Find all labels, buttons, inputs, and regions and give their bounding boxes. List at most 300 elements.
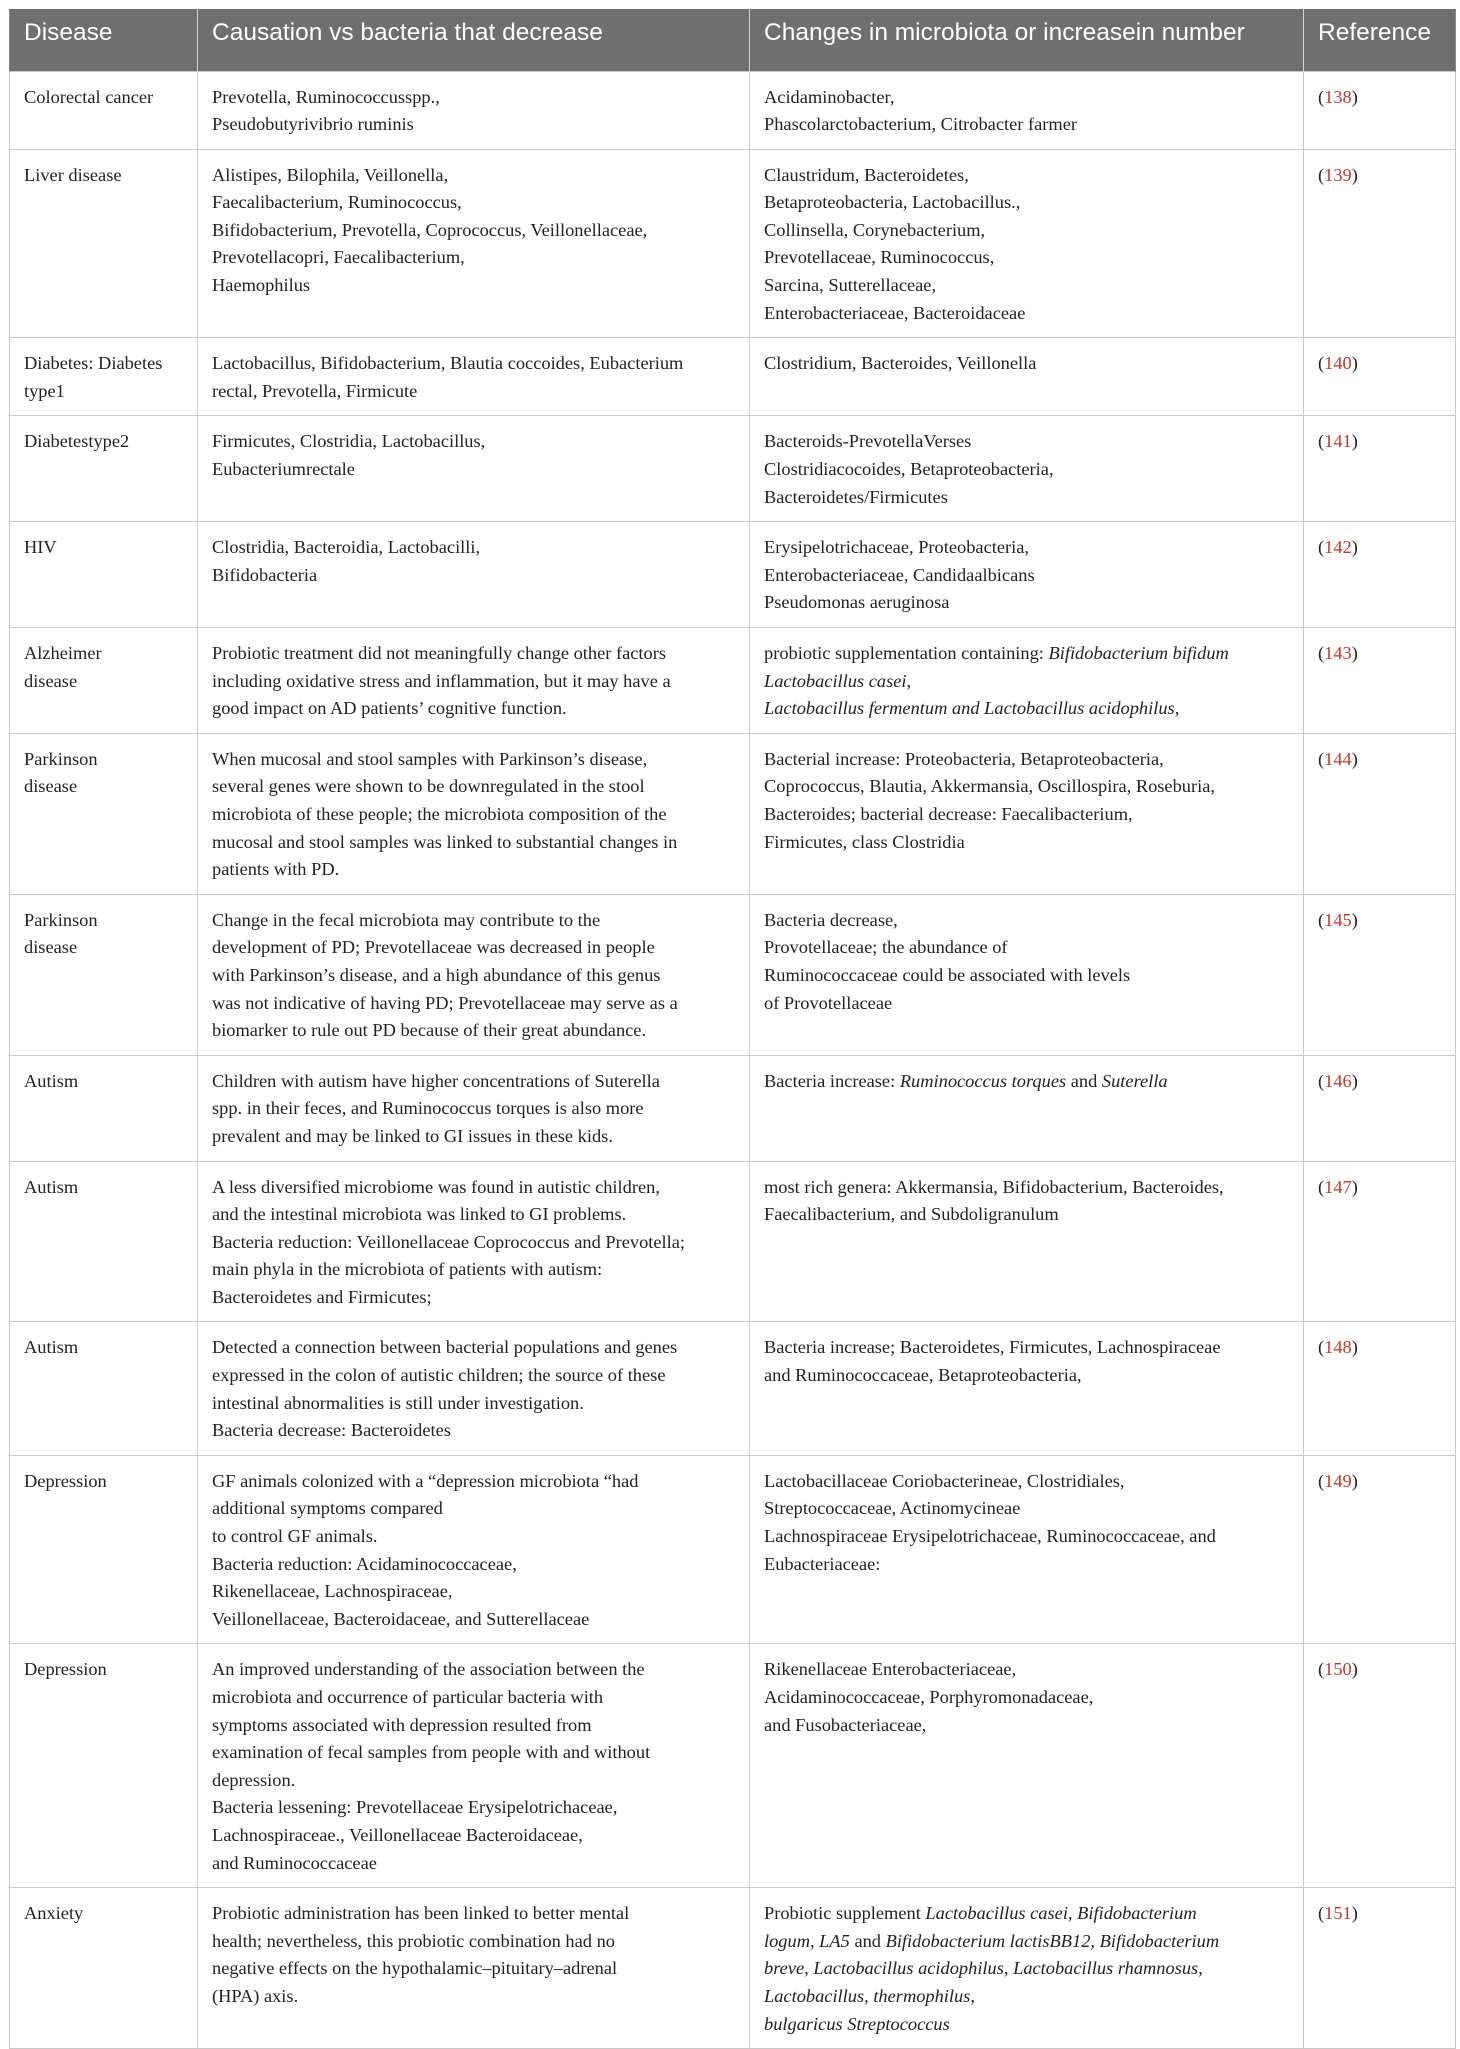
reference-number: 150: [1324, 1659, 1352, 1680]
reference-cell: [1304, 416, 1456, 522]
changes-cell-line: [764, 1684, 1289, 1712]
reference-link[interactable]: [1318, 353, 1358, 373]
italic-taxon: Ruminococcus torques: [899, 1070, 1067, 1091]
disease-cell: [10, 1322, 198, 1455]
changes-cell-line: [764, 1495, 1289, 1523]
causation-cell-line: intestinal abnormalities is still under investigation.: [212, 1392, 584, 1413]
causation-cell-line: Rikenellaceae, Lachnospiraceae,: [212, 1581, 453, 1602]
italic-taxon: Lactobacillus casei: [764, 670, 907, 691]
changes-cell: [750, 1644, 1304, 1888]
reference-close-paren: ): [1351, 164, 1358, 185]
disease-cell-line: Anxiety: [24, 1903, 84, 1924]
causation-cell-line: several genes were shown to be downregulated in the stool: [212, 776, 645, 797]
header-changes-text-line2: in number: [1135, 19, 1245, 46]
changes-text: Probiotic supplement: [764, 1903, 926, 1924]
changes-text: Prevotellaceae, Ruminococcus,: [764, 247, 995, 268]
reference-number: 139: [1324, 164, 1352, 185]
changes-cell-line: [764, 1068, 1289, 1096]
table-row: [10, 416, 1456, 522]
reference-link[interactable]: [1318, 431, 1358, 451]
reference-link[interactable]: [1318, 87, 1358, 107]
reference-cell: [1304, 1322, 1456, 1455]
changes-cell: [750, 1322, 1304, 1455]
changes-cell: [750, 71, 1304, 149]
changes-cell-line: [764, 350, 1289, 378]
reference-close-paren: ): [1351, 431, 1358, 452]
table-row: [10, 1322, 1456, 1455]
causation-cell-line: development of PD; Prevotellaceae was decreased in people: [212, 937, 655, 958]
changes-cell-line: [764, 1551, 1289, 1579]
changes-cell-line: [764, 1900, 1289, 1928]
changes-cell-line: [764, 668, 1289, 696]
causation-cell-line: Bacteria decrease: Bacteroidetes: [212, 1420, 451, 1441]
causation-cell-line: (HPA) axis.: [212, 1985, 299, 2006]
reference-link[interactable]: [1318, 1071, 1358, 1091]
changes-cell-line: [764, 990, 1289, 1018]
disease-cell-line: Parkinson: [24, 748, 98, 769]
italic-taxon: bulgaricus Streptococcus: [764, 2013, 950, 2034]
header-disease: [10, 9, 198, 71]
changes-text: Acidaminococcaceae, Porphyromonadaceae,: [764, 1687, 1094, 1707]
reference-cell: [1304, 894, 1456, 1055]
reference-close-paren: ): [1351, 537, 1358, 558]
changes-cell-line: [764, 1362, 1289, 1390]
header-causation: [198, 9, 750, 71]
reference-open-paren: (: [1318, 909, 1325, 930]
changes-cell: [750, 1055, 1304, 1161]
reference-close-paren: ): [1351, 1659, 1358, 1680]
changes-text: ,: [906, 670, 912, 691]
changes-cell-line: [764, 484, 1289, 512]
changes-cell-line: [764, 189, 1289, 217]
changes-cell-line: [764, 907, 1289, 935]
changes-cell-line: [764, 695, 1289, 723]
changes-cell-line: [764, 829, 1289, 857]
changes-text: Lachnospiraceae Erysipelotrichaceae, Ruminococcaceae, and: [764, 1526, 1216, 1547]
reference-close-paren: ): [1351, 1470, 1358, 1491]
changes-text: Enterobacteriaceae, Candidaalbicans: [764, 564, 1035, 585]
causation-cell-line: A less diversified microbiome was found in autistic children,: [212, 1176, 660, 1197]
disease-cell-line: Depression: [24, 1659, 107, 1680]
table-row: [10, 149, 1456, 338]
disease-cell: [10, 1455, 198, 1644]
causation-cell: [198, 522, 750, 628]
changes-cell-line: [764, 562, 1289, 590]
causation-cell: [198, 1888, 750, 2049]
reference-number: 143: [1324, 643, 1352, 663]
changes-text: and: [849, 1930, 886, 1951]
disease-cell-line: Autism: [24, 1176, 79, 1197]
causation-cell-line: Pseudobutyrivibrio ruminis: [212, 114, 414, 135]
disease-cell-line: Diabetestype2: [24, 431, 130, 452]
reference-close-paren: ): [1351, 1903, 1358, 1924]
changes-text: of Provotellaceae: [764, 992, 893, 1013]
changes-cell: [750, 894, 1304, 1055]
reference-number: 144: [1324, 748, 1352, 769]
italic-taxon: Lactobacillus casei, Bifidobacterium: [925, 1903, 1197, 1924]
disease-cell-line: Colorectal cancer: [24, 86, 154, 107]
disease-cell-line: Depression: [24, 1470, 107, 1491]
reference-open-paren: (: [1318, 1903, 1325, 1924]
changes-cell-line: [764, 1523, 1289, 1551]
changes-cell-line: [764, 589, 1289, 617]
causation-cell-line: Alistipes, Bilophila, Veillonella,: [212, 164, 449, 185]
reference-cell: [1304, 522, 1456, 628]
italic-taxon: logum, LA5: [764, 1930, 850, 1951]
changes-cell: [750, 1455, 1304, 1644]
disease-cell: [10, 894, 198, 1055]
changes-text: Bacteria decrease,: [764, 909, 898, 930]
table-row: [10, 1055, 1456, 1161]
changes-text: Clostridium, Bacteroides, Veillonella: [764, 353, 1037, 374]
changes-cell: [750, 628, 1304, 734]
disease-cell-line: Parkinson: [24, 909, 98, 930]
causation-cell-line: patients with PD.: [212, 859, 340, 880]
reference-cell: [1304, 1161, 1456, 1322]
reference-close-paren: ): [1351, 909, 1358, 930]
reference-close-paren: ): [1351, 748, 1358, 769]
reference-open-paren: (: [1318, 643, 1325, 663]
reference-link[interactable]: [1318, 643, 1358, 663]
reference-link[interactable]: [1318, 1337, 1358, 1357]
reference-link[interactable]: [1318, 1659, 1358, 1679]
reference-close-paren: ): [1351, 1337, 1358, 1358]
causation-cell-line: Bifidobacteria: [212, 564, 318, 585]
changes-cell-line: [764, 428, 1289, 456]
changes-text: Bacterial increase: Proteobacteria, Betaproteobacteria,: [764, 748, 1164, 769]
changes-cell-line: [764, 111, 1289, 139]
disease-cell: [10, 628, 198, 734]
reference-open-paren: (: [1318, 537, 1325, 558]
changes-cell-line: [764, 1201, 1289, 1229]
table-row: [10, 1161, 1456, 1322]
causation-cell-line: main phyla in the microbiota of patients with autism:: [212, 1259, 603, 1280]
causation-cell-line: examination of fecal samples from people with and without: [212, 1742, 651, 1763]
causation-cell-line: was not indicative of having PD; Prevotellaceae may serve as a: [212, 992, 678, 1013]
disease-cell-line: disease: [24, 670, 78, 691]
causation-cell-line: rectal, Prevotella, Firmicute: [212, 380, 418, 401]
disease-cell: [10, 522, 198, 628]
changes-cell-line: [764, 456, 1289, 484]
changes-text: Betaproteobacteria, Lactobacillus.,: [764, 192, 1021, 213]
causation-cell: [198, 149, 750, 338]
changes-text: Firmicutes, class Clostridia: [764, 831, 965, 852]
causation-cell: [198, 338, 750, 416]
disease-cell-line: Autism: [24, 1337, 79, 1358]
reference-link[interactable]: [1318, 165, 1358, 185]
changes-cell-line: [764, 1334, 1289, 1362]
changes-cell-line: [764, 773, 1289, 801]
changes-text: Clostridiacocoides, Betaproteobacteria,: [764, 459, 1054, 480]
reference-cell: [1304, 71, 1456, 149]
changes-cell-line: [764, 640, 1289, 668]
changes-cell: [750, 733, 1304, 894]
disease-cell: [10, 338, 198, 416]
causation-cell-line: health; nevertheless, this probiotic combination had no: [212, 1930, 615, 1951]
changes-cell-line: [764, 1468, 1289, 1496]
causation-cell-line: good impact on AD patients’ cognitive function.: [212, 698, 567, 719]
causation-cell-line: microbiota of these people; the microbiota composition of the: [212, 803, 667, 824]
italic-taxon: Bifidobacterium bifidum: [1048, 643, 1229, 663]
causation-cell-line: Prevotella, Ruminococcusspp.,: [212, 86, 440, 107]
changes-text: Pseudomonas aeruginosa: [764, 592, 950, 613]
changes-cell-line: [764, 217, 1289, 245]
reference-number: 151: [1324, 1903, 1352, 1924]
reference-number: 145: [1324, 909, 1352, 930]
changes-cell-line: [764, 84, 1289, 112]
changes-cell-line: [764, 1955, 1289, 1983]
changes-text: Ruminococcaceae could be associated with levels: [764, 964, 1131, 985]
changes-text: Bacteroids-PrevotellaVerses: [764, 431, 972, 452]
changes-text: and Fusobacteriaceae,: [764, 1714, 927, 1735]
changes-cell: [750, 416, 1304, 522]
reference-open-paren: (: [1318, 164, 1325, 185]
causation-cell-line: Prevotellacopri, Faecalibacterium,: [212, 247, 465, 268]
changes-text: Acidaminobacter,: [764, 86, 895, 107]
changes-text: Rikenellaceae Enterobacteriaceae,: [764, 1659, 1017, 1680]
reference-open-paren: (: [1318, 1470, 1325, 1491]
causation-cell-line: Bacteria reduction: Veillonellaceae Coprococcus and Prevotella;: [212, 1231, 686, 1252]
changes-text: probiotic supplementation containing:: [764, 643, 1049, 663]
data-table-container: [9, 9, 1455, 2049]
reference-close-paren: ): [1351, 1070, 1358, 1091]
causation-cell-line: expressed in the colon of autistic children; the source of these: [212, 1365, 666, 1386]
causation-cell-line: biomarker to rule out PD because of their great abundance.: [212, 1020, 647, 1041]
reference-open-paren: (: [1318, 748, 1325, 769]
causation-cell-line: Haemophilus: [212, 275, 311, 296]
disease-cell-line: disease: [24, 937, 78, 958]
disease-cell: [10, 1161, 198, 1322]
reference-link[interactable]: [1318, 749, 1358, 769]
causation-cell-line: depression.: [212, 1769, 296, 1790]
reference-number: 147: [1324, 1176, 1352, 1197]
reference-cell: [1304, 1888, 1456, 2049]
reference-open-paren: (: [1318, 353, 1325, 374]
changes-text: Claustridum, Bacteroidetes,: [764, 164, 969, 185]
changes-cell-line: [764, 244, 1289, 272]
changes-cell: [750, 149, 1304, 338]
causation-cell-line: additional symptoms compared: [212, 1498, 443, 1519]
disease-cell: [10, 71, 198, 149]
causation-cell-line: to control GF animals.: [212, 1526, 378, 1547]
changes-text: Faecalibacterium, and Subdoligranulum: [764, 1204, 1059, 1225]
changes-text: most rich genera: Akkermansia, Bifidobacterium, Bacteroides,: [764, 1176, 1224, 1197]
causation-cell-line: Children with autism have higher concentrations of Suterella: [212, 1070, 660, 1091]
causation-cell: [198, 1161, 750, 1322]
changes-text: Bacteroides; bacterial decrease: Faecalibacterium,: [764, 803, 1133, 824]
reference-link[interactable]: [1318, 1471, 1358, 1491]
header-reference: [1304, 9, 1456, 71]
causation-cell-line: Bacteria reduction: Acidaminococcaceae,: [212, 1553, 517, 1574]
causation-cell-line: Eubacteriumrectale: [212, 459, 355, 480]
table-row: [10, 733, 1456, 894]
disease-cell: [10, 416, 198, 522]
header-reference-text: Reference: [1318, 19, 1432, 46]
causation-cell-line: Change in the fecal microbiota may contribute to the: [212, 909, 601, 930]
causation-cell-line: spp. in their feces, and Ruminococcus torques is also more: [212, 1098, 644, 1119]
reference-cell: [1304, 1644, 1456, 1888]
causation-cell-line: mucosal and stool samples was linked to substantial changes in: [212, 831, 678, 852]
causation-cell: [198, 1322, 750, 1455]
table-row: [10, 71, 1456, 149]
causation-cell: [198, 1455, 750, 1644]
italic-taxon: Suterella: [1101, 1070, 1168, 1091]
reference-open-paren: (: [1318, 1337, 1325, 1358]
disease-cell: [10, 733, 198, 894]
causation-cell-line: negative effects on the hypothalamic–pituitary–adrenal: [212, 1958, 618, 1979]
changes-cell-line: [764, 300, 1289, 328]
reference-cell: [1304, 338, 1456, 416]
disease-cell: [10, 1888, 198, 2049]
reference-close-paren: ): [1351, 643, 1358, 663]
reference-link[interactable]: [1318, 910, 1358, 930]
table-row: [10, 522, 1456, 628]
causation-cell-line: Faecalibacterium, Ruminococcus,: [212, 192, 462, 213]
disease-cell-line: Alzheimer: [24, 643, 102, 663]
table-row: [10, 628, 1456, 734]
reference-number: 141: [1324, 431, 1352, 452]
changes-cell: [750, 1161, 1304, 1322]
table-body: [10, 71, 1456, 2049]
italic-taxon: Lactobacillus, thermophilus,: [764, 1985, 975, 2006]
changes-cell-line: [764, 1656, 1289, 1684]
causation-cell: [198, 1055, 750, 1161]
changes-cell-line: [764, 962, 1289, 990]
causation-cell-line: and Ruminococcaceae: [212, 1852, 377, 1873]
header-changes-text-line1: Changes in microbiota or increase: [764, 19, 1136, 46]
reference-number: 142: [1324, 537, 1352, 558]
changes-text: Enterobacteriaceae, Bacteroidaceae: [764, 302, 1026, 323]
reference-close-paren: ): [1351, 86, 1358, 107]
header-changes: [750, 9, 1304, 71]
causation-cell: [198, 416, 750, 522]
causation-cell: [198, 71, 750, 149]
causation-cell-line: symptoms associated with depression resulted from: [212, 1714, 592, 1735]
italic-taxon: breve, Lactobacillus acidophilus, Lactobacillus rhamnosus,: [764, 1958, 1203, 1979]
reference-cell: [1304, 733, 1456, 894]
reference-cell: [1304, 628, 1456, 734]
disease-cell: [10, 1055, 198, 1161]
changes-text: Coprococcus, Blautia, Akkermansia, Oscillospira, Roseburia,: [764, 776, 1215, 797]
causation-cell-line: Veillonellaceae, Bacteroidaceae, and Sutterellaceae: [212, 1608, 590, 1629]
changes-text: Bacteria increase:: [764, 1070, 900, 1091]
causation-cell: [198, 628, 750, 734]
changes-text: Sarcina, Sutterellaceae,: [764, 275, 937, 296]
table-row: [10, 1455, 1456, 1644]
causation-cell-line: including oxidative stress and inflammation, but it may have a: [212, 670, 671, 691]
disease-cell-line: Autism: [24, 1070, 79, 1091]
causation-cell-line: Bacteroidetes and Firmicutes;: [212, 1286, 432, 1307]
changes-text: Erysipelotrichaceae, Proteobacteria,: [764, 537, 1029, 558]
reference-cell: [1304, 1055, 1456, 1161]
reference-close-paren: ): [1351, 1176, 1358, 1197]
causation-cell-line: Bacteria lessening: Prevotellaceae Erysipelotrichaceae,: [212, 1797, 618, 1818]
causation-cell-line: Lachnospiraceae., Veillonellaceae Bacteroidaceae,: [212, 1824, 583, 1845]
changes-text: Bacteria increase; Bacteroidetes, Firmicutes, Lachnospiraceae: [764, 1337, 1221, 1358]
table-row: [10, 338, 1456, 416]
header-row: [10, 9, 1456, 71]
changes-text: Bacteroidetes/Firmicutes: [764, 486, 948, 507]
disease-cell-line: HIV: [24, 537, 57, 558]
changes-cell: [750, 338, 1304, 416]
changes-text: Streptococcaceae, Actinomycineae: [764, 1498, 1021, 1519]
changes-cell-line: [764, 1712, 1289, 1740]
changes-text: Provotellaceae; the abundance of: [764, 937, 1008, 958]
changes-text: and: [1066, 1070, 1102, 1091]
disease-cell-line: type1: [24, 380, 65, 401]
causation-cell-line: Detected a connection between bacterial populations and genes: [212, 1337, 678, 1358]
causation-cell-line: An improved understanding of the association between the: [212, 1659, 645, 1680]
causation-cell-line: Lactobacillus, Bifidobacterium, Blautia coccoides, Eubacterium: [212, 353, 684, 374]
changes-text: and Ruminococcaceae, Betaproteobacteria,: [764, 1365, 1082, 1386]
causation-cell-line: Bifidobacterium, Prevotella, Coprococcus, Veillonellaceae,: [212, 219, 648, 240]
changes-cell-line: [764, 1174, 1289, 1202]
reference-open-paren: (: [1318, 1659, 1325, 1680]
changes-cell-line: [764, 162, 1289, 190]
reference-number: 148: [1324, 1337, 1352, 1358]
changes-cell: [750, 1888, 1304, 2049]
reference-open-paren: (: [1318, 1176, 1325, 1197]
causation-cell-line: Probiotic treatment did not meaningfully change other factors: [212, 643, 667, 663]
table-row: [10, 894, 1456, 1055]
changes-text: ,: [1174, 698, 1180, 719]
causation-cell-line: microbiota and occurrence of particular bacteria with: [212, 1687, 604, 1707]
causation-cell: [198, 894, 750, 1055]
causation-cell-line: Clostridia, Bacteroidia, Lactobacilli,: [212, 537, 481, 558]
changes-cell-line: [764, 801, 1289, 829]
reference-link[interactable]: [1318, 1903, 1358, 1923]
causation-cell-line: prevalent and may be linked to GI issues in these kids.: [212, 1125, 613, 1146]
changes-text: Lactobacillaceae Coriobacterineae, Clostridiales,: [764, 1470, 1125, 1491]
disease-cell-line: disease: [24, 776, 78, 797]
reference-link[interactable]: [1318, 1177, 1358, 1197]
reference-close-paren: ): [1351, 353, 1358, 374]
changes-cell-line: [764, 2011, 1289, 2039]
causation-cell-line: with Parkinson’s disease, and a high abundance of this genus: [212, 964, 661, 985]
changes-text: Eubacteriaceae:: [764, 1553, 881, 1574]
changes-cell-line: [764, 1983, 1289, 2011]
header-disease-text: Disease: [24, 19, 113, 46]
reference-link[interactable]: [1318, 537, 1358, 557]
changes-text: Collinsella, Corynebacterium,: [764, 219, 986, 240]
reference-open-paren: (: [1318, 86, 1325, 107]
disease-cell-line: Diabetes: Diabetes: [24, 353, 163, 374]
reference-number: 149: [1324, 1470, 1352, 1491]
disease-cell: [10, 1644, 198, 1888]
changes-cell: [750, 522, 1304, 628]
italic-taxon: Lactobacillus fermentum and Lactobacillus acidophilus: [764, 698, 1175, 719]
changes-cell-line: [764, 534, 1289, 562]
table-header: [10, 9, 1456, 71]
reference-open-paren: (: [1318, 1070, 1325, 1091]
changes-cell-line: [764, 272, 1289, 300]
causation-cell: [198, 1644, 750, 1888]
italic-taxon: Bifidobacterium lactisBB12, Bifidobacterium: [885, 1930, 1220, 1951]
changes-cell-line: [764, 1928, 1289, 1956]
changes-text: Phascolarctobacterium, Citrobacter farmer: [764, 114, 1078, 135]
microbiota-disease-table: [9, 9, 1456, 2049]
disease-cell-line: Liver disease: [24, 164, 122, 185]
causation-cell: [198, 733, 750, 894]
disease-cell: [10, 149, 198, 338]
changes-cell-line: [764, 746, 1289, 774]
header-causation-text: Causation vs bacteria that decrease: [212, 19, 603, 46]
reference-number: 140: [1324, 353, 1352, 374]
reference-open-paren: (: [1318, 431, 1325, 452]
reference-number: 138: [1324, 86, 1352, 107]
reference-number: 146: [1324, 1070, 1352, 1091]
causation-cell-line: GF animals colonized with a “depression microbiota “had: [212, 1470, 639, 1491]
